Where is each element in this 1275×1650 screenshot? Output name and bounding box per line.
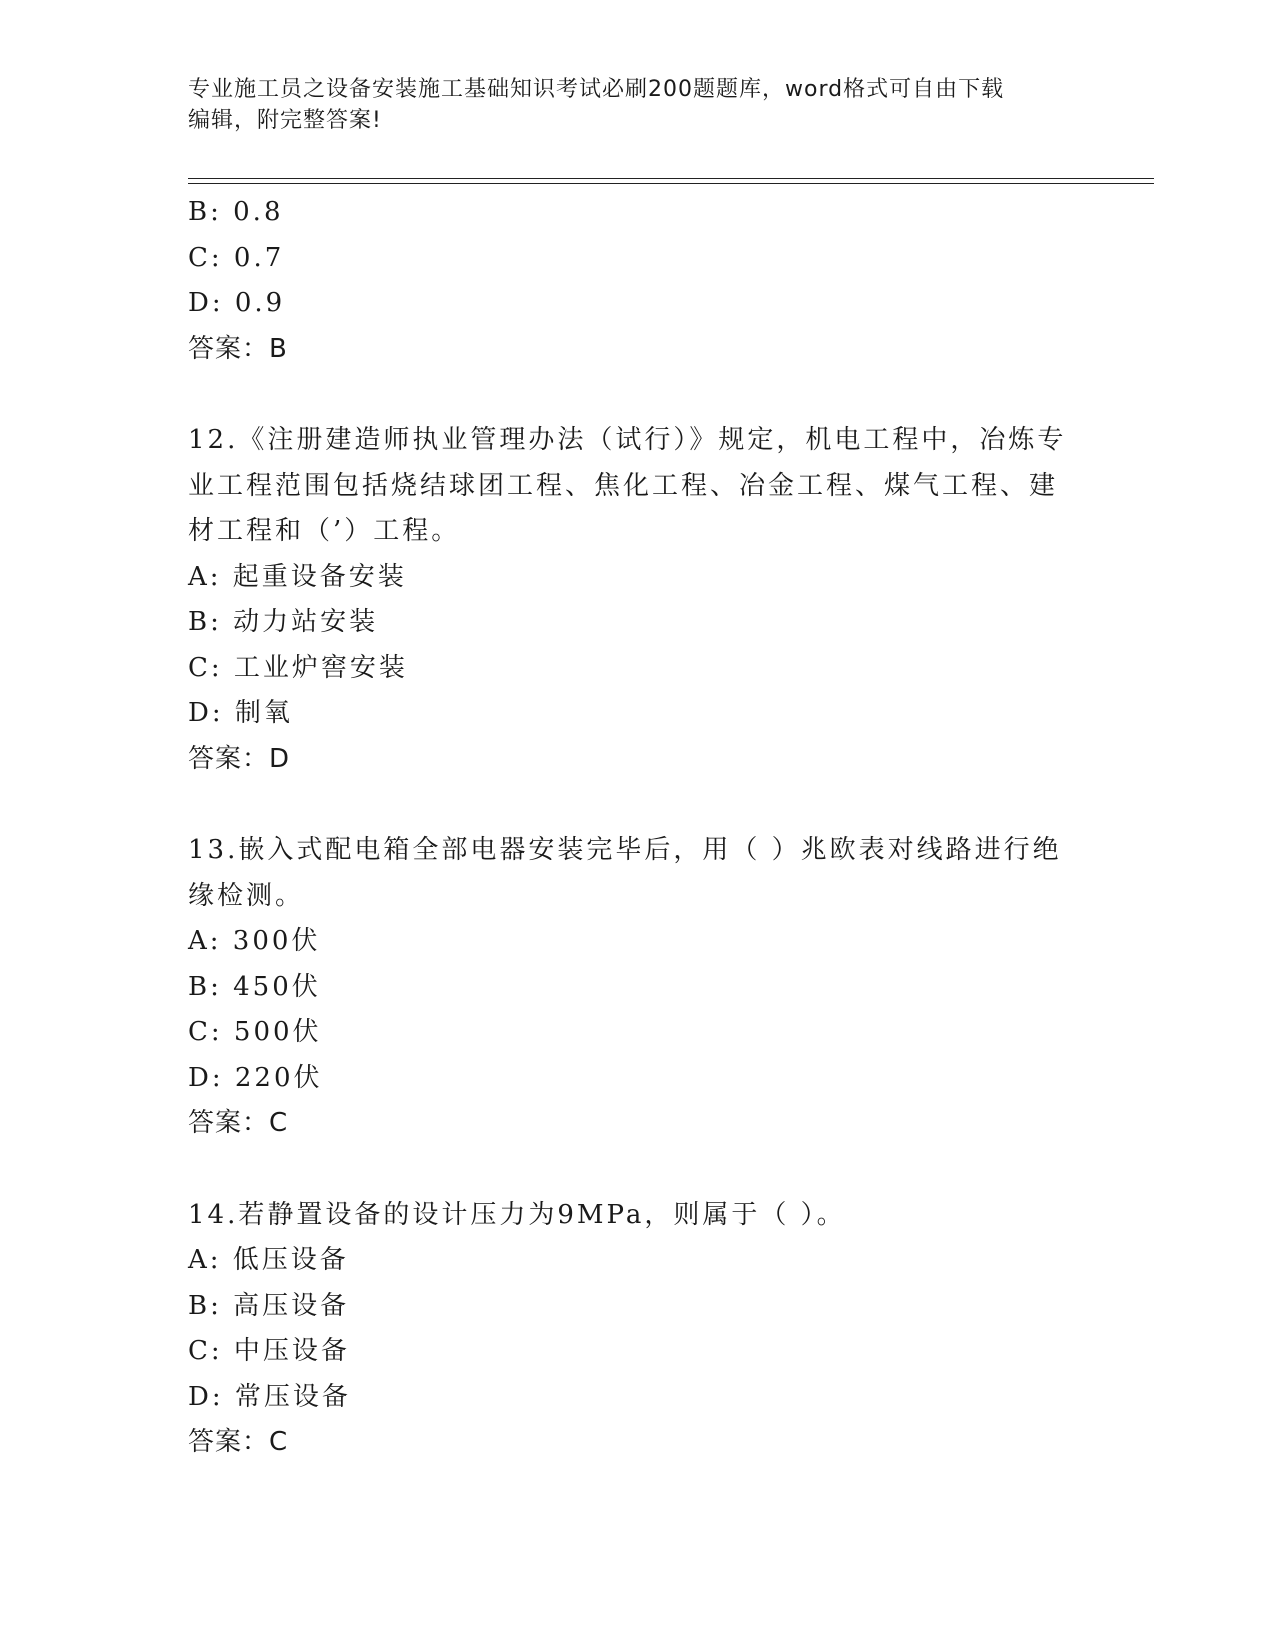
option-d: D: 常压设备: [188, 1381, 351, 1412]
option-c: C: 500伏: [188, 1017, 322, 1047]
question-text-line2: 缘检测。: [188, 880, 305, 911]
option-c: C: 0.7: [188, 242, 285, 273]
answer-line: 答案：C: [188, 1108, 289, 1138]
question-text-line1: 13.嵌入式配电箱全部电器安装完毕后，用（ ）兆欧表对线路进行绝: [188, 835, 1062, 865]
question-13: [188, 828, 1088, 1147]
answer-line: 答案：D: [188, 743, 291, 774]
question-text-line3: 材工程和（’）工程。: [188, 516, 461, 546]
option-d: D: 制氧: [188, 698, 293, 728]
question-text-line1: 14.若静置设备的设计压力为9MPa，则属于（ ）。: [188, 1199, 846, 1230]
option-d: D: 0.9: [188, 288, 286, 318]
answer-line: 答案：B: [188, 333, 288, 364]
option-b: B: 高压设备: [188, 1290, 350, 1321]
option-b: B: 动力站安装: [188, 607, 379, 637]
option-b: B: 0.8: [188, 197, 284, 227]
spacer: [188, 1147, 1088, 1193]
question-text-line2: 业工程范围包括烧结球团工程、焦化工程、冶金工程、煤气工程、建: [188, 470, 1059, 501]
answer-line: 答案：C: [188, 1427, 289, 1457]
header-divider-top: [188, 178, 1154, 179]
question-text-line1: 12.《注册建造师执业管理办法（试行）》规定，机电工程中，冶炼专: [188, 425, 1067, 455]
option-a: A: 起重设备安装: [188, 561, 407, 592]
question-14: [188, 1193, 1088, 1466]
option-b: B: 450伏: [188, 971, 321, 1002]
option-a: A: 低压设备: [188, 1245, 349, 1275]
option-c: C: 中压设备: [188, 1336, 350, 1366]
header-divider-bottom: [188, 183, 1154, 184]
question-list: [188, 190, 1088, 1466]
option-d: D: 220伏: [188, 1062, 323, 1093]
document-header: [188, 74, 1088, 136]
spacer: [188, 782, 1088, 828]
header-title-line2: 编辑，附完整答案!: [188, 108, 382, 133]
option-a: A: 300伏: [188, 926, 321, 956]
header-title-line1: 专业施工员之设备安装施工基础知识考试必刷200题题库，word格式可自由下载: [188, 77, 1005, 102]
spacer: [188, 372, 1088, 418]
question-11: [188, 190, 1088, 372]
option-c: C: 工业炉窖安装: [188, 652, 408, 683]
question-12: [188, 418, 1088, 782]
